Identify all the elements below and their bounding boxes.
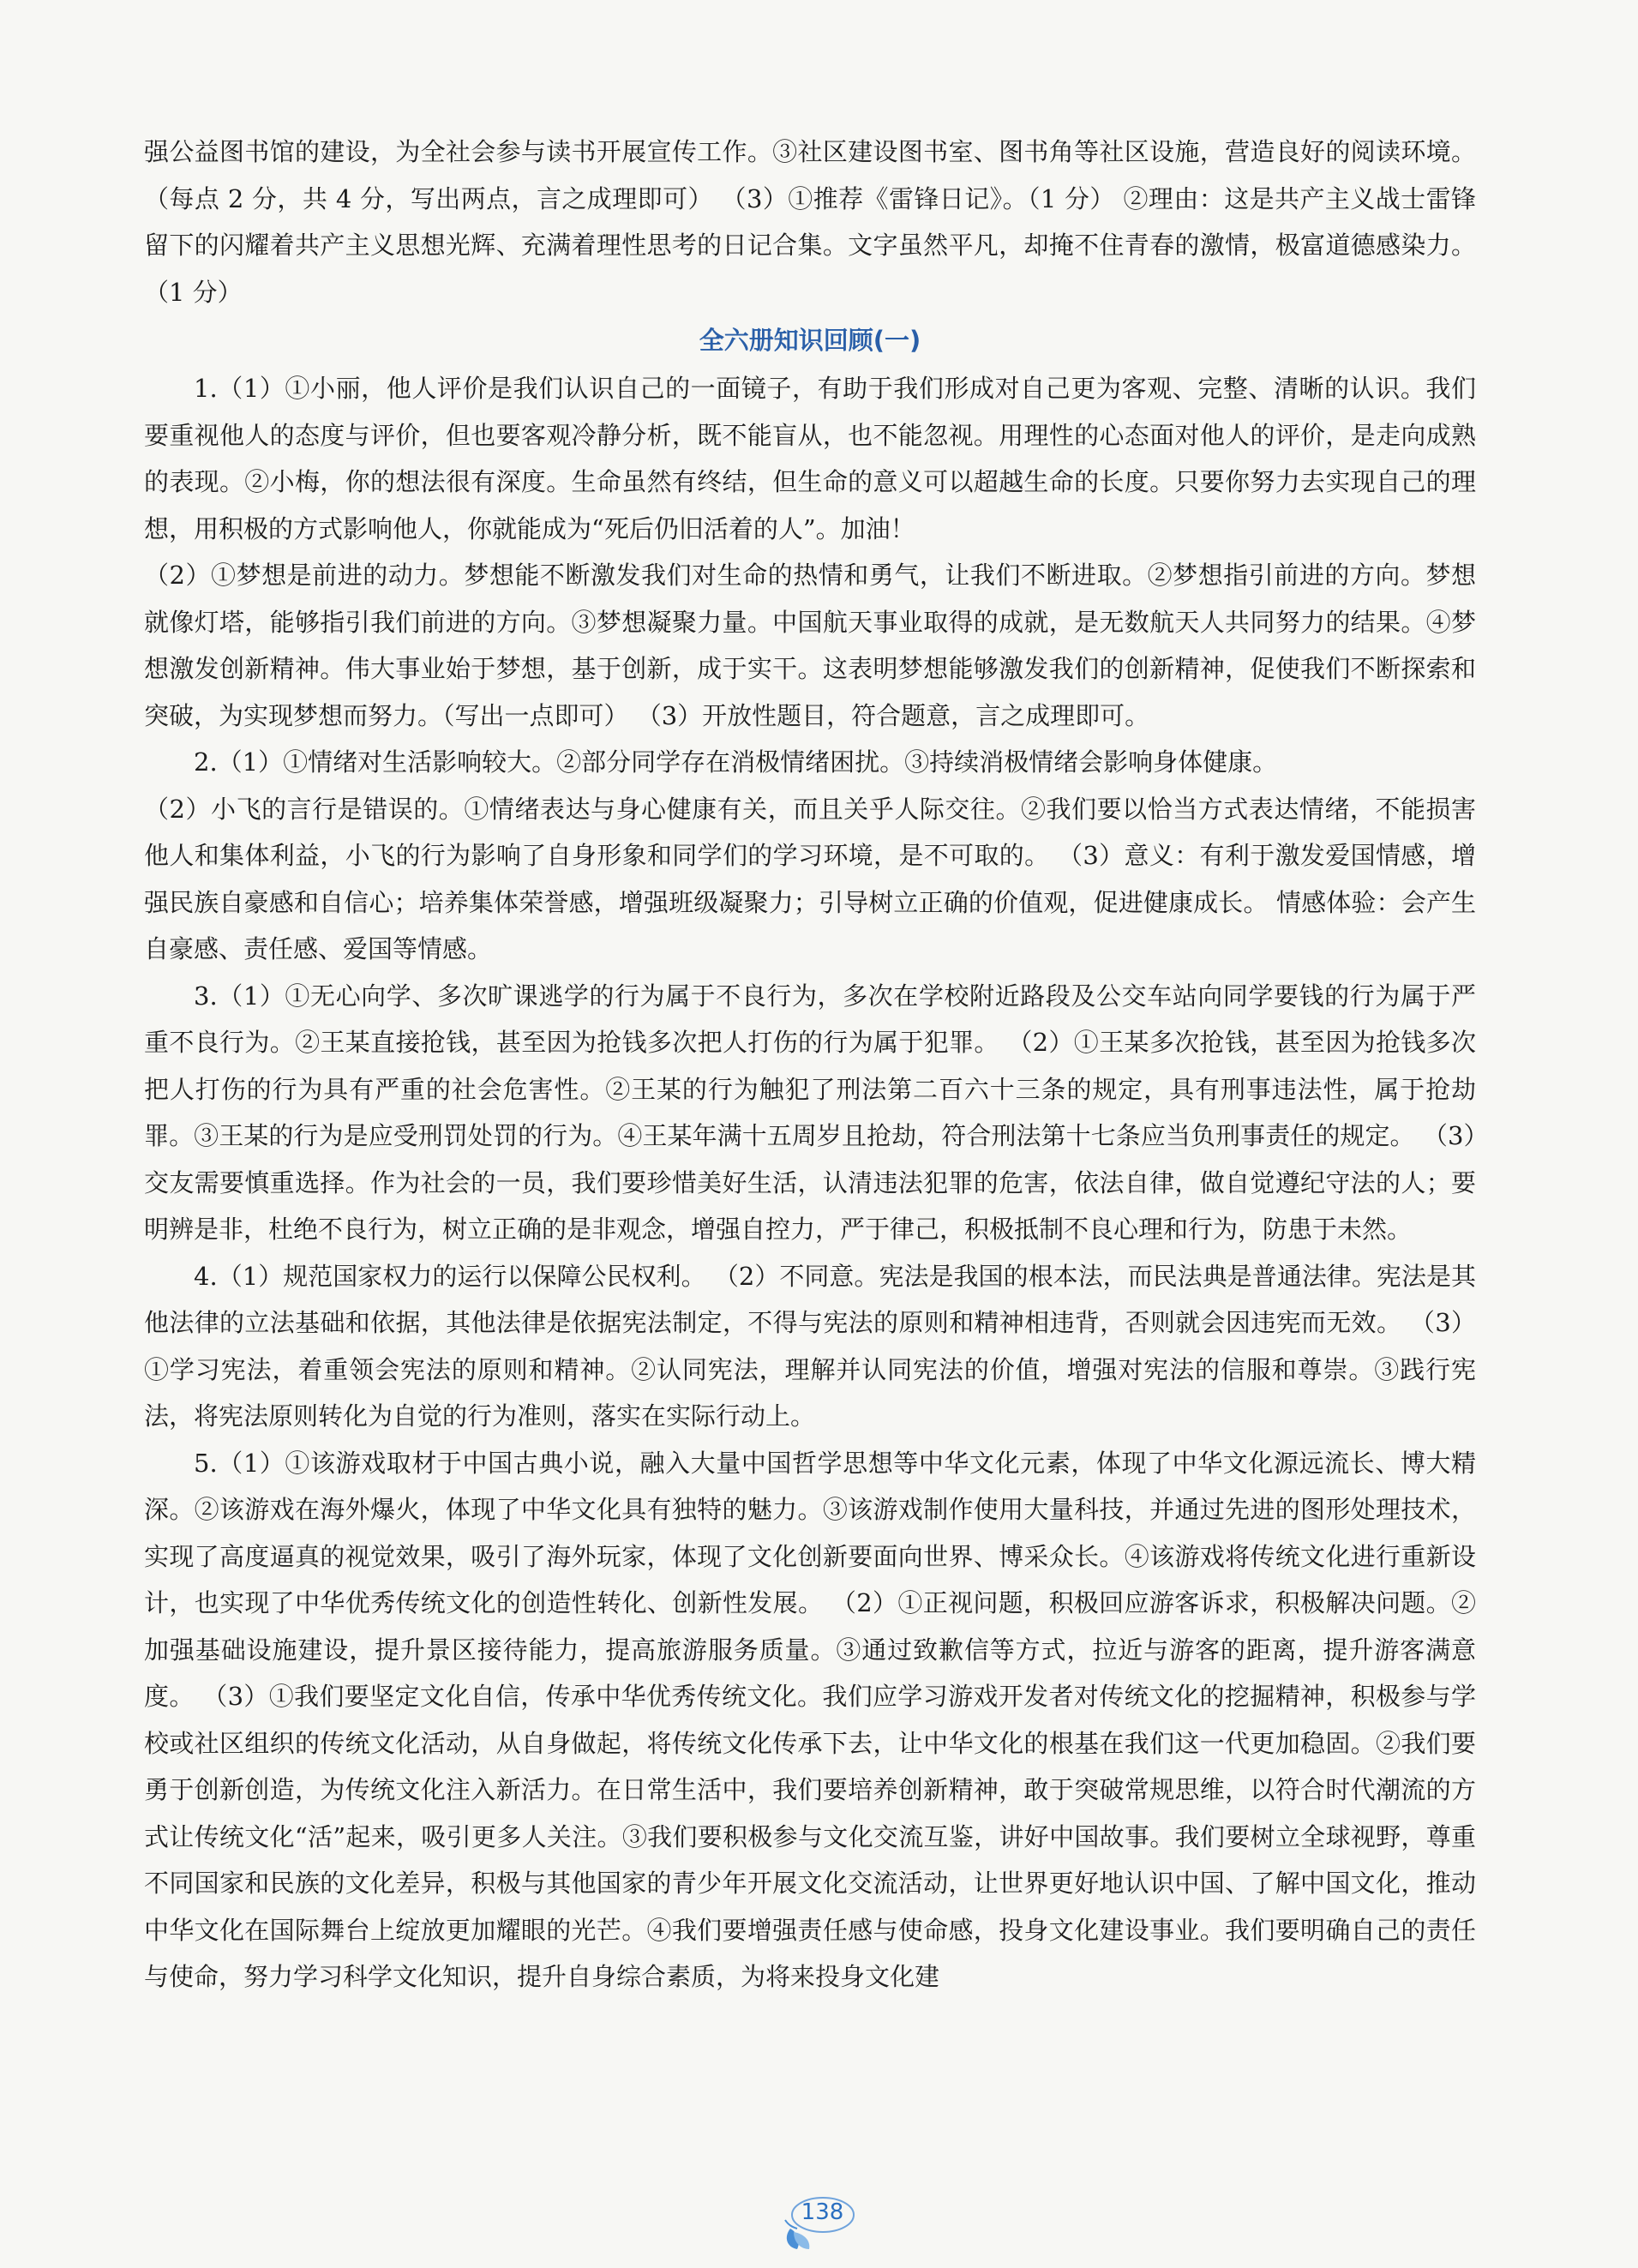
answer-5: 5.（1）①该游戏取材于中国古典小说，融入大量中国哲学思想等中华文化元素，体现了中华文化源远流长、博大精深。②该游戏在海外爆火，体现了中华文化具有独特的魅力。③该游戏制作使用大量科技，并通过先进的图形处理技术，实现了高度逼真的视觉效果，吸引了海外玩家，体现了文化创新要面向世界、博采众长。④该游戏将传统文化进行重新设计，也实现了中华优秀传统文化的创造性转化、创新性发展。 （2）①正视问题，积极回应游客诉求，积极解决问题。②加强基础设施建设，提升景区接待能力，提高旅游服务质量。③通过致歉信等方式，拉近与游客的距离，提升游客满意度。 （3）①我们要坚定文化自信，传承中华优秀传统文化。我们应学习游戏开发者对传统文化的挖掘精神，积极参与学校或社区组织的传统文化活动，从自身做起，将传统文化传承下去，让中华文化的根基在我们这一代更加稳固。②我们要勇于创新创造，为传统文化注入新活力。在日常生活中，我们要培养创新精神，敢于突破常规思维，以符合时代潮流的方式让传统文化“活”起来，吸引更多人关注。③我们要积极参与文化交流互鉴，讲好中国故事。我们要树立全球视野，尊重不同国家和民族的文化差异，积极与其他国家的青少年开展文化交流活动，让世界更好地认识中国、了解中国文化，推动中华文化在国际舞台上绽放更加耀眼的光芒。④我们要增强责任感与使命感，投身文化建设事业。我们要明确自己的责任与使命，努力学习科学文化知识，提升自身综合素质，为将来投身文化建	[144, 1448, 1476, 1991]
answer-4: 4.（1）规范国家权力的运行以保障公民权利。 （2）不同意。宪法是我国的根本法，而民法典是普通法律。宪法是其他法律的立法基础和依据，其他法律是依据宪法制定，不得与宪法的原则和精神相违背，否则就会因违宪而无效。 （3）①学习宪法，着重领会宪法的原则和精神。②认同宪法，理解并认同宪法的价值，增强对宪法的信服和尊崇。③践行宪法，将宪法原则转化为自觉的行为准则，落实在实际行动上。	[144, 1261, 1476, 1431]
answer-3: 3.（1）①无心向学、多次旷课逃学的行为属于不良行为，多次在学校附近路段及公交车站向同学要钱的行为属于严重不良行为。②王某直接抢钱，甚至因为抢钱多次把人打伤的行为属于犯罪。 （2）①王某多次抢钱，甚至因为抢钱多次把人打伤的行为具有严重的社会危害性。②王某的行为触犯了刑法第二百六十三条的规定，具有刑事违法性，属于抢劫罪。③王某的行为是应受刑罚处罚的行为。④王某年满十五周岁且抢劫，符合刑法第十七条应当负刑事责任的规定。 （3）交友需要慎重选择。作为社会的一员，我们要珍惜美好生活，认清违法犯罪的危害，依法自律，做自觉遵纪守法的人；要明辨是非，杜绝不良行为，树立正确的是非观念，增强自控力，严于律己，积极抵制不良心理和行为，防患于未然。	[144, 981, 1476, 1244]
page-number-badge	[778, 2194, 861, 2253]
continuation-paragraph: 强公益图书馆的建设，为全社会参与读书开展宣传工作。③社区建设图书室、图书角等社区设施，营造良好的阅读环境。（每点 2 分，共 4 分，写出两点，言之成理即可） （3）①推荐《雷锋日记》。（1 分） ②理由：这是共产主义战士雷锋留下的闪耀着共产主义思想光辉、充满着理性思考的日记合集。文字虽然平凡，却掩不住青春的激情，极富道德感染力。（1 分）	[144, 137, 1476, 307]
answer-1-part-1: 1.（1）①小丽，他人评价是我们认识自己的一面镜子，有助于我们形成对自己更为客观、完整、清晰的认识。我们要重视他人的态度与评价，但也要客观冷静分析，既不能盲从，也不能忽视。用理性的心态面对他人的评价，是走向成熟的表现。②小梅，你的想法很有深度。生命虽然有终结，但生命的意义可以超越生命的长度。只要你努力去实现自己的理想，用积极的方式影响他人，你就能成为“死后仍旧活着的人”。加油！	[144, 374, 1476, 543]
section-title: 全六册知识回顾(一)	[699, 326, 921, 355]
page-footer	[0, 2194, 1638, 2253]
answer-1-part-2: （2）①梦想是前进的动力。梦想能不断激发我们对生命的热情和勇气，让我们不断进取。②梦想指引前进的方向。梦想就像灯塔，能够指引我们前进的方向。③梦想凝聚力量。中国航天事业取得的成就，是无数航天人共同努力的结果。④梦想激发创新精神。伟大事业始于梦想，基于创新，成于实干。这表明梦想能够激发我们的创新精神，促使我们不断探索和突破，为实现梦想而努力。（写出一点即可） （3）开放性题目，符合题意，言之成理即可。	[144, 561, 1476, 730]
answer-2-part-1: 2.（1）①情绪对生活影响较大。②部分同学存在消极情绪困扰。③持续消极情绪会影响身体健康。	[194, 747, 1278, 777]
page-content	[144, 129, 1476, 2001]
answer-2-part-2: （2）小飞的言行是错误的。①情绪表达与身心健康有关，而且关乎人际交往。②我们要以恰当方式表达情绪，不能损害他人和集体利益，小飞的行为影响了自身形象和同学们的学习环境，是不可取的。 （3）意义：有利于激发爱国情感，增强民族自豪感和自信心；培养集体荣誉感，增强班级凝聚力；引导树立正确的价值观，促进健康成长。 情感体验：会产生自豪感、责任感、爱国等情感。	[144, 794, 1476, 963]
page-number: 138	[801, 2199, 844, 2225]
